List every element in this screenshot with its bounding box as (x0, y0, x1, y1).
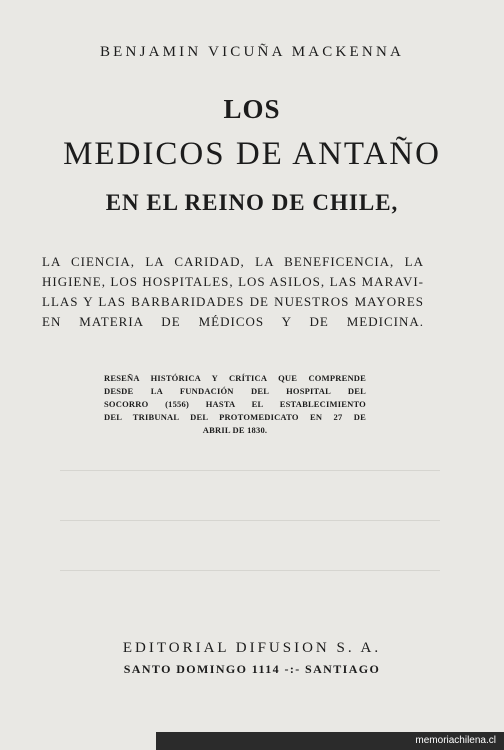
summary-line: DESDE LA FUNDACIÓN DEL HOSPITAL DEL (104, 386, 366, 396)
title-line-1: LOS (223, 94, 281, 124)
subject-line: EN MATERIA DE MÉDICOS Y DE MEDICINA. (42, 314, 424, 329)
summary-line: RESEÑA HISTÓRICA Y CRÍTICA QUE COMPRENDE (104, 373, 366, 383)
subject-line: HIGIENE, LOS HOSPITALES, LOS ASILOS, LAS MARAVI- (42, 274, 424, 289)
summary-line: ABRIL DE 1830. (202, 425, 268, 435)
title-line-3: EN EL REINO DE CHILE, (105, 190, 399, 215)
show-through-line (60, 570, 440, 571)
summary-line: SOCORRO (1556) HASTA EL ESTABLECIMIENTO (104, 399, 366, 409)
show-through-line (60, 470, 440, 471)
publisher-name: EDITORIAL DIFUSION S. A. (122, 640, 382, 656)
publisher-address: SANTO DOMINGO 1114 -:- SANTIAGO (123, 662, 381, 676)
author-name: BENJAMIN VICUÑA MACKENNA (99, 44, 405, 60)
subject-line: LA CIENCIA, LA CARIDAD, LA BENEFICENCIA, LA (42, 254, 424, 269)
watermark-banner: memoriachilena.cl (156, 732, 504, 750)
summary-line: DEL TRIBUNAL DEL PROTOMEDICATO EN 27 DE (104, 412, 366, 422)
title-line-2: MEDICOS DE ANTAÑO (63, 136, 441, 172)
subject-line: LLAS Y LAS BARBARIDADES DE NUESTROS MAYORES (42, 294, 424, 309)
show-through-line (60, 520, 440, 521)
